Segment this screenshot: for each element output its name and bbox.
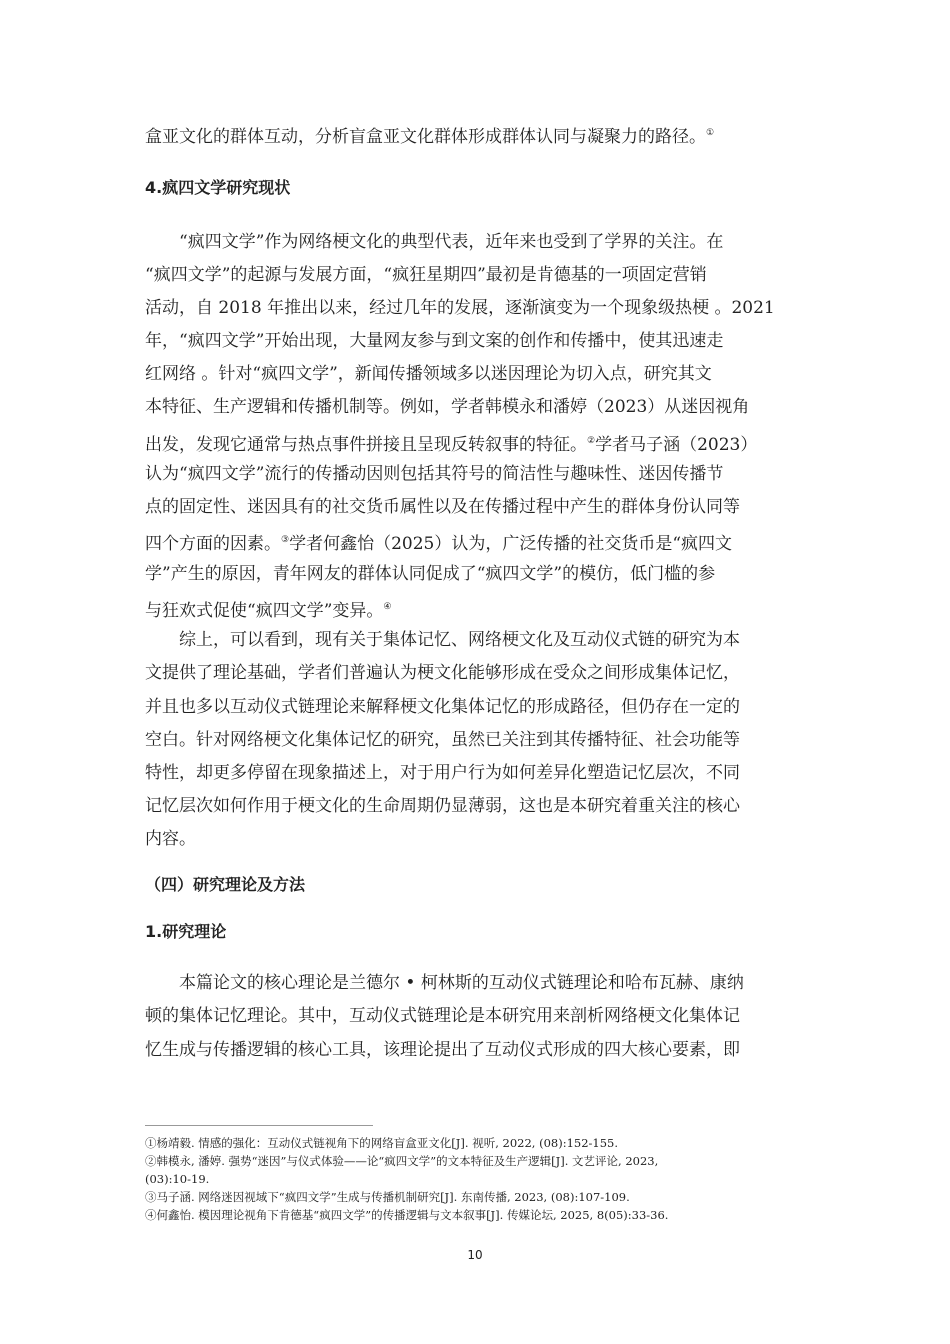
paragraph-line: 红网络 。针对“疯四文学”，新闻传播领域多以迷因理论为切入点，研究其文: [145, 364, 712, 384]
section-heading: 4.疯四文学研究现状: [145, 178, 291, 197]
paragraph-line: 点的固定性、迷因具有的社交货币属性以及在传播过程中产生的群体身份认同等: [145, 497, 740, 517]
paragraph-line: 顿的集体记忆理论。其中，互动仪式链理论是本研究用来剖析网络梗文化集体记: [145, 1006, 740, 1026]
paragraph-line: 内容。: [145, 829, 196, 849]
paragraph-line: 四个方面的因素。③学者何鑫怡（2025）认为，广泛传播的社交货币是“疯四文: [145, 534, 733, 554]
footnote: ③马子涵. 网络迷因视域下“疯四文学”生成与传播机制研究[J]. 东南传播, 2023, (08):107-109.: [145, 1190, 630, 1204]
footnote: ④何鑫怡. 模因理论视角下肯德基“疯四文学”的传播逻辑与文本叙事[J]. 传媒论坛, 2025, 8(05):33-36.: [145, 1208, 669, 1222]
paragraph-line: 并且也多以互动仪式链理论来解释梗文化集体记忆的形成路径，但仍存在一定的: [145, 697, 740, 717]
footnote-ref[interactable]: ②: [587, 436, 596, 446]
paragraph-line: 学”产生的原因，青年网友的群体认同促成了“疯四文学”的模仿，低门槛的参: [145, 564, 716, 584]
paragraph-line: “疯四文学”的起源与发展方面，“疯狂星期四”最初是肯德基的一项固定营销: [145, 265, 707, 285]
paragraph-line: 忆生成与传播逻辑的核心工具，该理论提出了互动仪式形成的四大核心要素，即: [145, 1040, 740, 1060]
footnote-ref[interactable]: ④: [383, 602, 392, 612]
paragraph-line: 出发，发现它通常与热点事件拼接且呈现反转叙事的特征。②学者马子涵（2023）: [145, 435, 758, 455]
page-number: 10: [467, 1248, 483, 1262]
paragraph-line: 认为“疯四文学”流行的传播动因则包括其符号的简洁性与趣味性、迷因传播节: [145, 464, 724, 484]
paragraph-line: 年，“疯四文学”开始出现，大量网友参与到文案的创作和传播中，使其迅速走: [145, 331, 724, 351]
paragraph-line: 与狂欢式促使“疯四文学”变异。④: [145, 601, 392, 621]
paragraph-line: 盒亚文化的群体互动，分析盲盒亚文化群体形成群体认同与凝聚力的路径。①: [145, 127, 715, 147]
section-heading: 1.研究理论: [145, 922, 227, 941]
paragraph-line: 本特征、生产逻辑和传播机制等。例如，学者韩模永和潘婷（2023）从迷因视角: [145, 397, 750, 417]
section-heading: （四）研究理论及方法: [145, 875, 306, 894]
paragraph-line: 文提供了理论基础，学者们普遍认为梗文化能够形成在受众之间形成集体记忆，: [145, 663, 740, 683]
footnote: (03):10-19.: [145, 1172, 210, 1186]
paragraph-line: 活动，自 2018 年推出以来，经过几年的发展，逐渐演变为一个现象级热梗 。2021: [145, 298, 775, 318]
paragraph-line: 空白。针对网络梗文化集体记忆的研究，虽然已关注到其传播特征、社会功能等: [145, 730, 740, 750]
paragraph-line: 综上，可以看到，现有关于集体记忆、网络梗文化及互动仪式链的研究为本: [179, 630, 740, 650]
footnote-ref[interactable]: ③: [281, 535, 290, 545]
paragraph-line: 特性，却更多停留在现象描述上，对于用户行为如何差异化塑造记忆层次，不同: [145, 763, 740, 783]
footnote: ①杨靖毅. 情感的强化：互动仪式链视角下的网络盲盒亚文化[J]. 视听, 2022, (08):152-155.: [145, 1136, 619, 1150]
footnote-ref[interactable]: ①: [706, 128, 715, 138]
footnote: ②韩模永, 潘婷. 强势“迷因”与仪式体验——论“疯四文学”的文本特征及生产逻辑[J]. 文艺评论, 2023,: [145, 1154, 659, 1168]
paragraph-line: 本篇论文的核心理论是兰德尔 • 柯林斯的互动仪式链理论和哈布瓦赫、康纳: [179, 973, 744, 993]
paragraph-line: 记忆层次如何作用于梗文化的生命周期仍显薄弱，这也是本研究着重关注的核心: [145, 796, 740, 816]
footnote-divider: [145, 1125, 373, 1126]
paragraph-line: “疯四文学”作为网络梗文化的典型代表，近年来也受到了学界的关注。在: [179, 232, 724, 252]
